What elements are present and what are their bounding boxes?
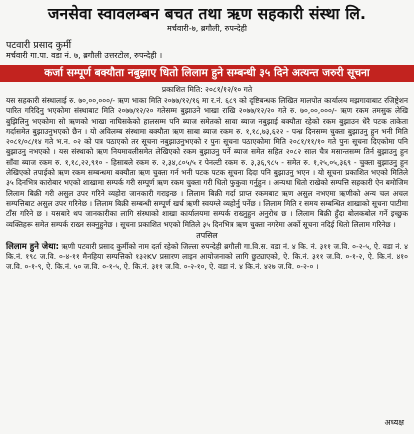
schedule-heading: तपसिल	[196, 230, 218, 240]
schedule-paragraph	[6, 241, 408, 273]
recipient-address: मर्चवारी गा.पा. वडा नं. ७, ब्रगौली उत्तरटोल, रुपन्देही ।	[6, 51, 163, 60]
org-title: जनसेवा स्वावलम्बन बचत तथा ऋण सहकारी संस्था लि.	[47, 5, 367, 23]
org-address: मर्चवारी-७, ब्रगौली, रुपन्देही	[167, 24, 247, 33]
signature-label: अध्यक्ष	[384, 418, 404, 427]
notice-body: यस सहकारी संस्थालाई रु. ७०,००,०००/- ऋण भाका मिति २०७७/१२/१६ मा र.नं. ६८९ को दृष्टिबन्धक लिखित मालपोत कार्यालय मझगावाबाट रजिष्ट्रेशन पारित गरिदिनु भएकोमा संस्थाबाट मिति २०७७/१२/२० गतेसम्म बुझाउने भाखा राखि २०७७/१२/२० गते रु. ७०,००,०००/- ऋण रकम तमसुक लेखि बुझिलिनु भएकोमा सो ऋणको भाखा नाघिसकेको हालसम्म पनि ब्याज समेतको सावा ब्याज नबुझाई बक्यौता रहेको रकम बुझाउन धेरै पटक ताकेता गर्दासमेत बुझाउनुभएको छैन । यो अविलम्ब संस्थामा बक्यौता ऋण साबा ब्याज रकम रु. १,१८,७३,६२२ - पन्ध्र दिनसम्म चुक्ता बुझाउनु हुन भनी मिति २०८१/०८/१४ गते भ.न. ०२ को पत्र पठाएको तर सूचना नबुझाउनुभएको र पुनः सूचना पठाएकोमा मिति २०८१/११/१० गते पुनः सूचना दिएकोमा पनि बुझाउनु नभएको । यस संस्थाको ऋण नियमावलीसमेत लेखिएको रकम बुझाउनु पर्ने ब्याज समेत सहित २०८२ साल चैत्र मसान्तसम्म तिर्न बुझाउनु हुन साँवा ब्याज रकम रु. १,१८,२२,९१० - हिसाबले रकम रु. २,३४,८०५/५ र पेनल्टी रकम रु. ३,३६,९८५ - समेत रु. १,२५,०५,३६९ - चुक्ता बुझाउनु हुन लेखिएको तपाईको ऋण रकम सम्बन्धमा बक्यौता ऋण चुक्ता गर्न भनी पटक पटक सूचना दिदा पनि बुझाउनु भएन । यो सूचना प्रकाशित भएको मितिले ३५ दिनभित्र कारोबार भएको शाखामा सम्पर्क गरी सम्पूर्ण ऋण रकम चुक्ता गरी धितो फुकुवा गर्नुहुन । अन्यथा धितो राखेको सम्पत्ति सहकारी ऐन बमोजिम लिलाम बिक्री गरी असुल उपर गरिने व्यहोरा जानकारी गराइन्छ । लिलाम बिक्री गर्दा प्राप्त रकमबाट ऋण असुल नभएमा ऋणीको अन्य चल अचल सम्पत्तिबाट असुल उपर गरिनेछ । लिलाम बिक्री सम्बन्धी सम्पूर्ण खर्च ऋणी स्वयम्ले व्यहोर्नु पर्नेछ । लिलाम मिति र समय सम्बन्धित शाखाको सूचना पाटीमा टाँस गरिने छ । यसबारे थप जानकारीका लागि संस्थाको शाखा कार्यालयमा सम्पर्क राख्नुहुन अनुरोध छ । लिलाम बिक्री हुँदा बोलकबोल गर्ने इच्छुक व्यक्तिहरू समेत सम्पर्क राख्न सक्नुहुनेछ । सूचना प्रकाशित भएको मितिले ३५ दिनभित्र ऋण चुक्ता नगरेमा अर्को सूचना नदिई धितो लिलाम गरिनेछ ।	[6, 96, 408, 229]
recipient-block	[6, 40, 408, 61]
notice-banner: कर्जा सम्पूर्ण बक्यौता नबुझाए धितो लिलाम हुने सम्बन्धी ३५ दिने अत्यन्त जरुरी सूचना	[0, 65, 414, 82]
recipient-name: पटवारी प्रसाद कुर्मी	[6, 40, 72, 51]
schedule-text: ऋणी पटवारी प्रसाद कुर्मीको नाम दर्ता रहेको जिल्ला रुपन्देही ब्रगौली गा.वि.स. वडा नं. ४ कि. नं. ३११ ज.वि. ०-२-५, ऐ. वडा नं. ४ कि.नं. १९८ ज.वि. ०-४-११ मैनहिया सम्पत्तिको १३२KV प्रसारण लाइन आयोजनाको लागि छुट्याएको, ऐ. कि.नं. ३११ ज.वि. ०-१-२, ऐ. कि.नं. ४१० ज.वि. ०-१-९, ऐ. कि.नं. ५० ज.वि. ०-१-५, ऐ. कि.नं. ३११ ज.वि. ०-२-१०, ऐ. वडा नं. ४ कि.नं. ४२७ ज.वि. ०-२-० ।	[6, 241, 408, 272]
published-date: प्रकाशित मिति: २०८१/१२/१० गते	[161, 85, 253, 94]
schedule-label: लिलाम हुने जेथा:	[6, 240, 59, 251]
